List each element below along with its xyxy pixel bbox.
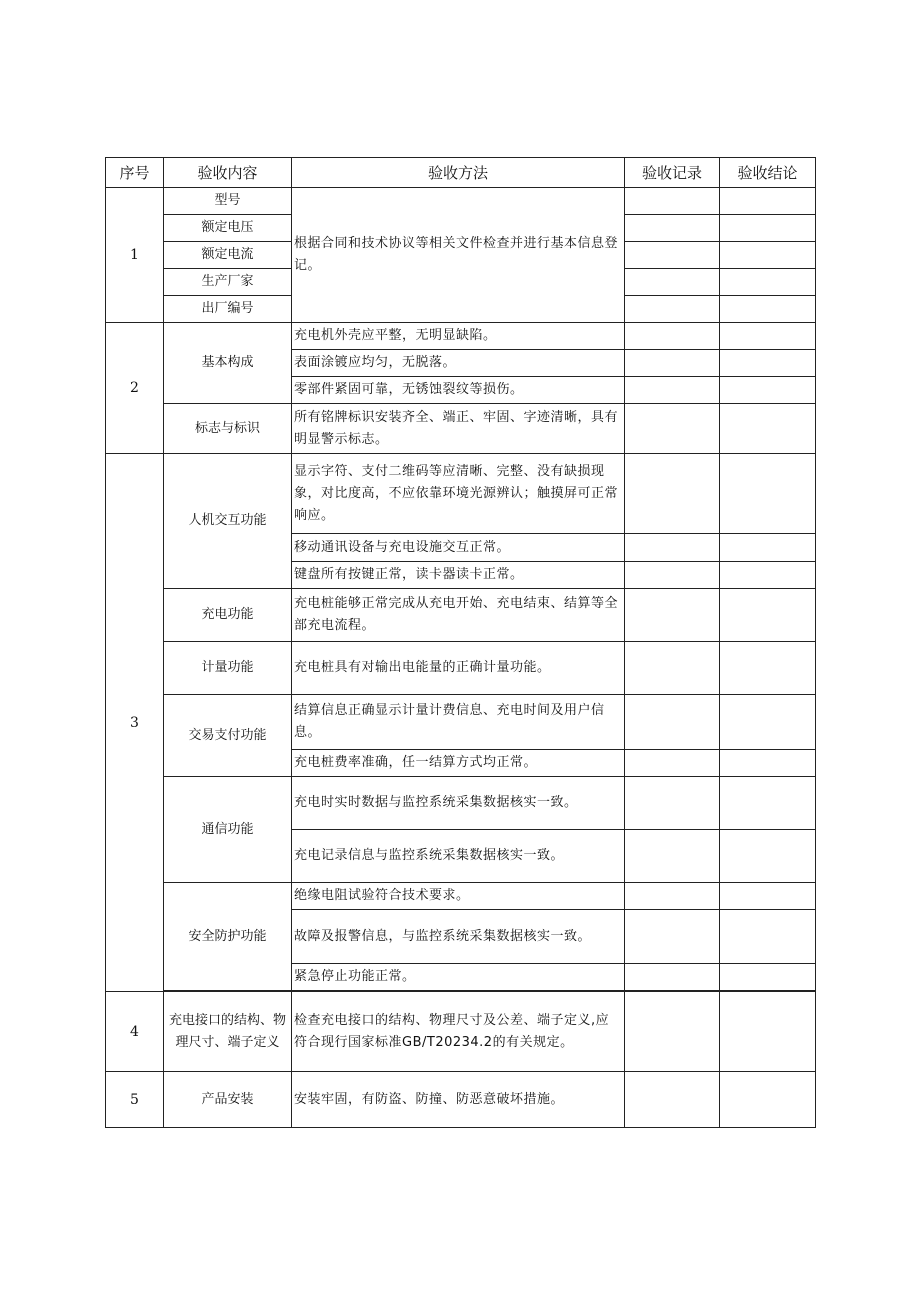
table-row bbox=[106, 777, 816, 830]
table-row bbox=[106, 454, 816, 534]
header-method: 验收方法 bbox=[292, 158, 625, 188]
record-cell[interactable] bbox=[625, 377, 720, 404]
method-cell: 键盘所有按键正常，读卡器读卡正常。 bbox=[292, 562, 625, 589]
content-cell: 型号 bbox=[164, 188, 292, 215]
conclusion-cell[interactable] bbox=[720, 350, 816, 377]
content-cell: 额定电压 bbox=[164, 215, 292, 242]
content-cell: 安全防护功能 bbox=[164, 883, 292, 991]
table-row bbox=[106, 695, 816, 750]
conclusion-cell[interactable] bbox=[720, 377, 816, 404]
conclusion-cell[interactable] bbox=[720, 296, 816, 323]
header-seq: 序号 bbox=[106, 158, 164, 188]
record-cell[interactable] bbox=[625, 296, 720, 323]
method-cell: 充电时实时数据与监控系统采集数据核实一致。 bbox=[292, 777, 625, 830]
method-cell: 移动通讯设备与充电设施交互正常。 bbox=[292, 534, 625, 562]
method-cell: 绝缘电阻试验符合技术要求。 bbox=[292, 883, 625, 910]
method-cell: 所有铭牌标识安装齐全、端正、牢固、字迹清晰，具有明显警示标志。 bbox=[292, 404, 625, 454]
record-cell[interactable] bbox=[625, 323, 720, 350]
record-cell[interactable] bbox=[625, 589, 720, 642]
method-cell: 显示字符、支付二维码等应清晰、完整、没有缺损现象，对比度高，不应依靠环境光源辨认；触摸屏可正常响应。 bbox=[292, 454, 625, 534]
method-cell: 表面涂镀应均匀，无脱落。 bbox=[292, 350, 625, 377]
record-cell[interactable] bbox=[625, 188, 720, 215]
conclusion-cell[interactable] bbox=[720, 454, 816, 534]
content-cell: 计量功能 bbox=[164, 642, 292, 695]
method-cell: 充电记录信息与监控系统采集数据核实一致。 bbox=[292, 830, 625, 883]
conclusion-cell[interactable] bbox=[720, 242, 816, 269]
record-cell[interactable] bbox=[625, 695, 720, 750]
method-cell: 充电机外壳应平整，无明显缺陷。 bbox=[292, 323, 625, 350]
table-row bbox=[106, 188, 816, 215]
conclusion-cell[interactable] bbox=[720, 404, 816, 454]
seq-number: 2 bbox=[106, 323, 164, 454]
table-row bbox=[106, 589, 816, 642]
conclusion-cell[interactable] bbox=[720, 323, 816, 350]
record-cell[interactable] bbox=[625, 1072, 720, 1128]
record-cell[interactable] bbox=[625, 454, 720, 534]
conclusion-cell[interactable] bbox=[720, 188, 816, 215]
table-row bbox=[106, 992, 816, 1072]
record-cell[interactable] bbox=[625, 910, 720, 964]
method-cell: 故障及报警信息，与监控系统采集数据核实一致。 bbox=[292, 910, 625, 964]
table-row bbox=[106, 642, 816, 695]
record-cell[interactable] bbox=[625, 215, 720, 242]
header-content: 验收内容 bbox=[164, 158, 292, 188]
method-cell: 紧急停止功能正常。 bbox=[292, 964, 625, 991]
record-cell[interactable] bbox=[625, 534, 720, 562]
content-cell: 交易支付功能 bbox=[164, 695, 292, 777]
method-cell: 根据合同和技术协议等相关文件检查并进行基本信息登记。 bbox=[292, 188, 625, 323]
conclusion-cell[interactable] bbox=[720, 562, 816, 589]
header-row bbox=[106, 158, 816, 188]
conclusion-cell[interactable] bbox=[720, 992, 816, 1072]
table-row bbox=[106, 323, 816, 350]
record-cell[interactable] bbox=[625, 350, 720, 377]
content-cell: 生产厂家 bbox=[164, 269, 292, 296]
method-cell: 检查充电接口的结构、物理尺寸及公差、端子定义,应符合现行国家标准GB/T20234.2的有关规定。 bbox=[292, 992, 625, 1072]
conclusion-cell[interactable] bbox=[720, 269, 816, 296]
record-cell[interactable] bbox=[625, 964, 720, 991]
seq-number: 4 bbox=[106, 992, 164, 1072]
content-cell: 充电接口的结构、物理尺寸、端子定义 bbox=[164, 992, 292, 1072]
conclusion-cell[interactable] bbox=[720, 750, 816, 777]
method-cell: 安装牢固，有防盗、防撞、防恶意破坏措施。 bbox=[292, 1072, 625, 1128]
seq-number: 3 bbox=[106, 454, 164, 992]
conclusion-cell[interactable] bbox=[720, 1072, 816, 1128]
content-cell: 出厂编号 bbox=[164, 296, 292, 323]
table-row bbox=[106, 883, 816, 910]
record-cell[interactable] bbox=[625, 404, 720, 454]
record-cell[interactable] bbox=[625, 830, 720, 883]
content-cell: 通信功能 bbox=[164, 777, 292, 883]
conclusion-cell[interactable] bbox=[720, 777, 816, 830]
method-cell: 充电桩费率准确，任一结算方式均正常。 bbox=[292, 750, 625, 777]
conclusion-cell[interactable] bbox=[720, 883, 816, 910]
record-cell[interactable] bbox=[625, 750, 720, 777]
acceptance-table bbox=[105, 157, 816, 1128]
method-cell: 充电桩能够正常完成从充电开始、充电结束、结算等全部充电流程。 bbox=[292, 589, 625, 642]
content-cell: 额定电流 bbox=[164, 242, 292, 269]
record-cell[interactable] bbox=[625, 883, 720, 910]
conclusion-cell[interactable] bbox=[720, 534, 816, 562]
record-cell[interactable] bbox=[625, 642, 720, 695]
record-cell[interactable] bbox=[625, 562, 720, 589]
content-cell: 基本构成 bbox=[164, 323, 292, 404]
conclusion-cell[interactable] bbox=[720, 642, 816, 695]
seq-number: 1 bbox=[106, 188, 164, 323]
content-cell: 人机交互功能 bbox=[164, 454, 292, 589]
conclusion-cell[interactable] bbox=[720, 215, 816, 242]
conclusion-cell[interactable] bbox=[720, 695, 816, 750]
method-cell: 充电桩具有对输出电能量的正确计量功能。 bbox=[292, 642, 625, 695]
conclusion-cell[interactable] bbox=[720, 964, 816, 991]
content-cell: 充电功能 bbox=[164, 589, 292, 642]
record-cell[interactable] bbox=[625, 269, 720, 296]
seq-number: 5 bbox=[106, 1072, 164, 1128]
method-cell: 零部件紧固可靠，无锈蚀裂纹等损伤。 bbox=[292, 377, 625, 404]
content-cell: 产品安装 bbox=[164, 1072, 292, 1128]
header-record: 验收记录 bbox=[625, 158, 720, 188]
record-cell[interactable] bbox=[625, 242, 720, 269]
conclusion-cell[interactable] bbox=[720, 910, 816, 964]
content-cell: 标志与标识 bbox=[164, 404, 292, 454]
conclusion-cell[interactable] bbox=[720, 589, 816, 642]
table-row bbox=[106, 1072, 816, 1128]
method-cell: 结算信息正确显示计量计费信息、充电时间及用户信息。 bbox=[292, 695, 625, 750]
conclusion-cell[interactable] bbox=[720, 830, 816, 883]
record-cell[interactable] bbox=[625, 777, 720, 830]
table-row bbox=[106, 404, 816, 454]
header-conclusion: 验收结论 bbox=[720, 158, 816, 188]
record-cell[interactable] bbox=[625, 992, 720, 1072]
